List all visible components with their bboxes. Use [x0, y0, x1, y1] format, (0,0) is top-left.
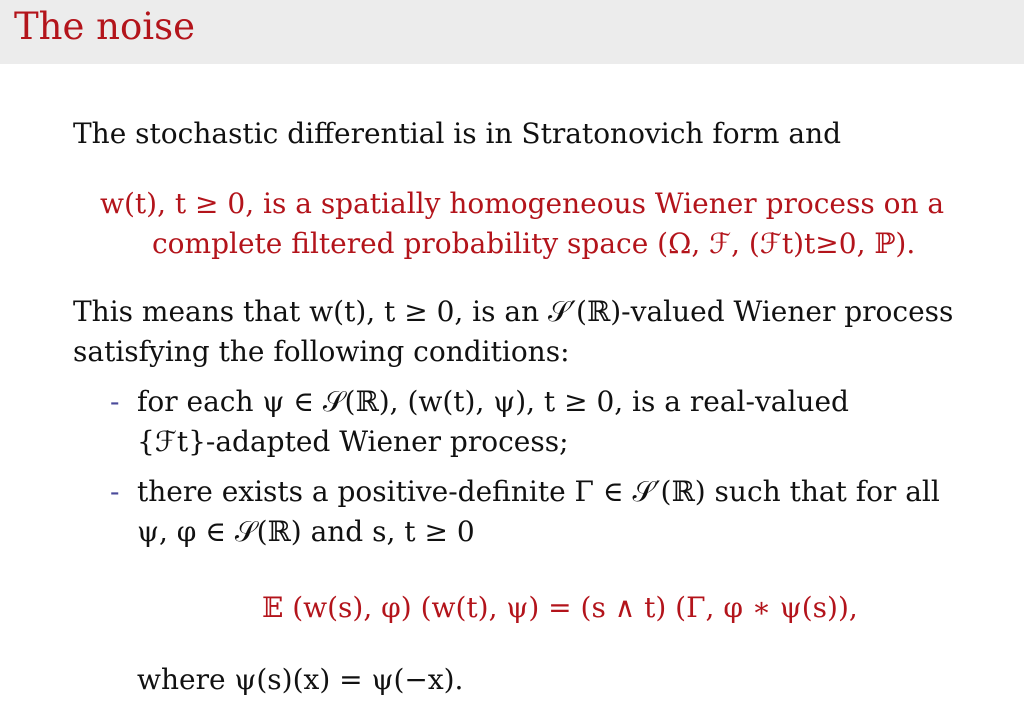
bullet-marker-1: -: [110, 385, 120, 418]
condition-2-line-1: there exists a positive-definite Γ ∈ 𝒮′(ℝ) such that for all: [137, 475, 940, 508]
condition-1-line-2: {ℱt}-adapted Wiener process;: [137, 425, 569, 458]
where-clause: where ψ(s)(x) = ψ(−x).: [137, 663, 464, 696]
highlight-line-2: complete filtered probability space (Ω, ℱ, (ℱt)t≥0, ℙ).: [152, 227, 916, 260]
condition-2-line-2: ψ, φ ∈ 𝒮(ℝ) and s, t ≥ 0: [137, 515, 475, 548]
slide-title: The noise: [14, 5, 195, 48]
highlight-line-1: w(t), t ≥ 0, is a spatially homogeneous Wiener process on a: [100, 187, 945, 220]
means-line-1: This means that w(t), t ≥ 0, is an 𝒮′(ℝ)-valued Wiener process: [73, 295, 954, 328]
bullet-marker-2: -: [110, 475, 120, 508]
covariance-formula: 𝔼 (w(s), φ) (w(t), ψ) = (s ∧ t) (Γ, φ ∗ ψ(s)),: [262, 591, 858, 624]
condition-1-line-1: for each ψ ∈ 𝒮(ℝ), (w(t), ψ), t ≥ 0, is a real-valued: [137, 385, 849, 418]
means-line-2: satisfying the following conditions:: [73, 335, 570, 368]
intro-text: The stochastic differential is in Stratonovich form and: [73, 117, 842, 150]
